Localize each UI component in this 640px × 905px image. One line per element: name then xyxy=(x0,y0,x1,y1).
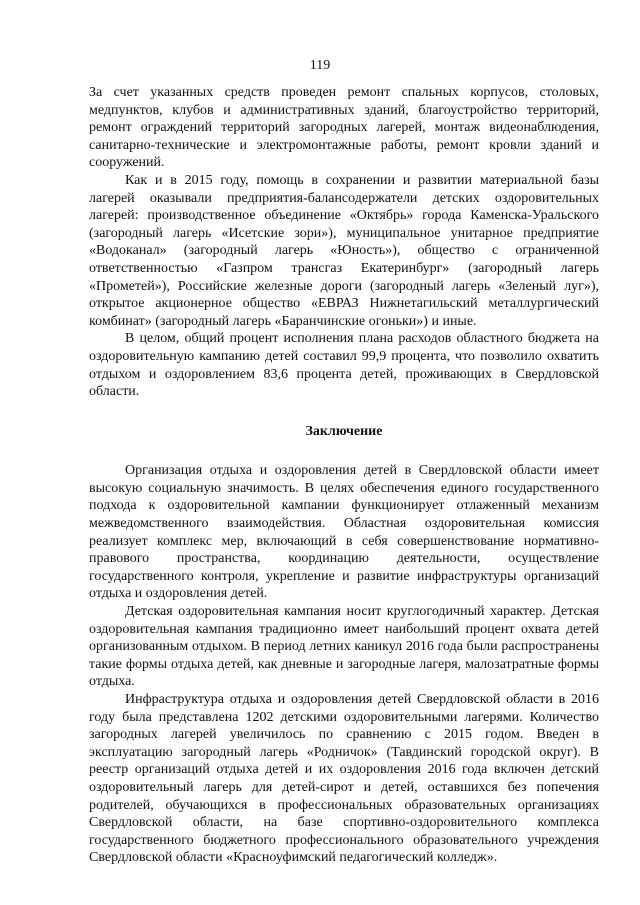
paragraph-infrastructure: Инфраструктура отдыха и оздоровления детей Свердловской области в 2016 году была представлена 1202 детскими оздоровительными лагерями. Количество загородных лагерей увеличилось по сравнению с 2015 годом. Введен в эксплуатацию загородный лагерь «Родничок» (Тавдинский городской округ). В реестр организаций отдыха детей и их оздоровления 2016 года включен детский оздоровительный лагерь для детей-сирот и детей, оставшихся без попечения родителей, обучающихся в профессиональных образовательных организациях Свердловской области, на базе спортивно-оздоровительного комплекса государственного бюджетного профессионального образовательного учреждения Свердловской области «Красноуфимский педагогический колледж». xyxy=(89,692,599,866)
section-heading-conclusion: Заключение xyxy=(305,423,383,439)
paragraph-organization: Организация отдыха и оздоровления детей в Свердловской области имеет высокую социальную значимость. В целях обеспечения единого государственного подхода к оздоровительной кампании функционирует отлаженный механизм межведомственного взаимодействия. Областная оздоровительная комиссия реализует комплекс мер, включающий в себя совершенствование нормативно-правового пространства, координацию деятельности, осуществление государственного контроля, укрепление и развитие инфраструктуры организаций отдыха и оздоровления детей. xyxy=(89,463,599,602)
paragraph-enterprises: Как и в 2015 году, помощь в сохранении и развитии материальной базы лагерей оказывали предприятия-балансодержатели детских оздоровительных лагерей: производственное объединение «Октябрь» города Каменска-Уральского (загородный лагерь «Исетские зори»), муниципальное унитарное предприятие «Водоканал» (загородный лагерь «Юность»), общество с ограниченной ответственностью «Газпром трансгаз Екатеринбург» (загородный лагерь «Прометей»), Российские железные дороги (загородный лагерь «Зеленый луг»), открытое акционерное общество «ЕВРАЗ Нижнетагильский металлургический комбинат» (загородный лагерь «Баранчинские огоньки») и иные. xyxy=(89,172,599,329)
document-body xyxy=(89,84,599,867)
paragraph-budget: В целом, общий процент исполнения плана расходов областного бюджета на оздоровительную кампанию детей составил 99,9 процента, что позволило охватить отдыхом и оздоровлением 83,6 процента детей, проживающих в Свердловской области. xyxy=(89,331,599,400)
page-number: 119 xyxy=(309,58,331,73)
paragraph-repairs: За счет указанных средств проведен ремонт спальных корпусов, столовых, медпунктов, клубов и административных зданий, благоустройство территорий, ремонт ограждений территорий загородных лагерей, монтаж видеонаблюдения, санитарно-технические и электромонтажные работы, ремонт кровли зданий и сооружений. xyxy=(89,85,599,171)
paragraph-campaign: Детская оздоровительная кампания носит круглогодичный характер. Детская оздоровительная кампания традиционно имеет наибольший процент охвата детей организованным отдыхом. В период летних каникул 2016 года были распространены такие формы отдыха детей, как дневные и загородные лагеря, малозатратные формы отдыха. xyxy=(89,604,599,690)
